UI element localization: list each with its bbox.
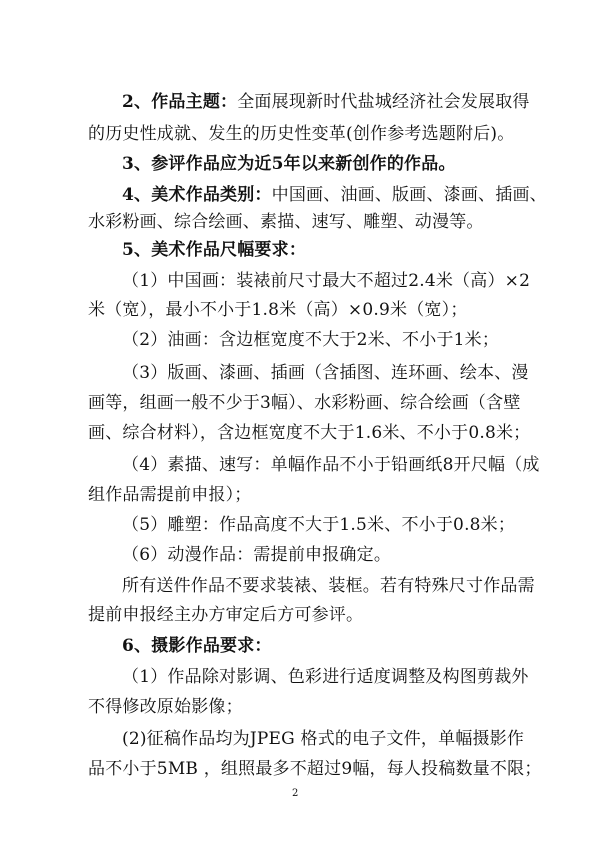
line-text: 中国画、油画、版画、漆画、插画、 xyxy=(271,185,547,205)
line-text: 画等，组画一般不少于3幅）、水彩粉画、综合绘画（含壁 xyxy=(88,393,521,413)
text-line xyxy=(122,185,547,205)
line-text: 全面展现新时代盐城经济社会发展取得 xyxy=(237,92,530,112)
line-text: （5）雕塑：作品高度不大于1.5米、不小于0.8米； xyxy=(122,515,516,535)
text-line xyxy=(122,240,306,260)
line-text: （3）版画、漆画、插画（含插图、连环画、绘本、漫 xyxy=(122,363,529,383)
text-line xyxy=(88,300,468,320)
line-text: 不得修改原始影像； xyxy=(88,697,243,717)
text-line xyxy=(122,92,530,112)
line-text: （1）作品除对影调、色彩进行适度调整及构图剪裁外 xyxy=(122,667,529,687)
line-text: 所有送件作品不要求装裱、装框。若有特殊尺寸作品需 xyxy=(122,576,535,596)
line-bold-part: 5、美术作品尺幅要求： xyxy=(122,240,307,260)
line-text: （6）动漫作品：需提前申报确定。 xyxy=(122,545,392,565)
text-line xyxy=(88,605,363,625)
line-text: 品不小于5MB ，组照最多不超过9幅，每人投稿数量不限； xyxy=(88,759,542,779)
text-line xyxy=(122,667,529,687)
text-line xyxy=(122,330,499,350)
text-line xyxy=(88,423,530,443)
text-line xyxy=(88,485,252,505)
page-number: 2 xyxy=(292,788,299,799)
line-bold-part: 3、参评作品应为近5年以来新创作的作品。 xyxy=(122,154,456,174)
text-line xyxy=(88,124,514,144)
text-line xyxy=(88,212,484,232)
text-line xyxy=(122,271,530,291)
line-text: 的历史性成就、发生的历史性变革(创作参考选题附后)。 xyxy=(88,124,515,144)
line-text: 提前申报经主办方审定后方可参评。 xyxy=(88,605,364,625)
line-bold-part: 6、摄影作品要求： xyxy=(122,636,272,656)
line-text: （2）油画：含边框宽度不大于2米、不小于1米； xyxy=(122,330,500,350)
text-line xyxy=(88,697,243,717)
text-line xyxy=(122,455,540,475)
line-bold-part: 4、美术作品类别： xyxy=(122,185,272,205)
line-text: 水彩粉画、综合绘画、素描、速写、雕塑、动漫等。 xyxy=(88,212,484,232)
text-line xyxy=(122,729,524,749)
text-line xyxy=(122,515,515,535)
text-line xyxy=(88,759,542,779)
text-line xyxy=(88,393,521,413)
text-line xyxy=(122,154,456,174)
text-line xyxy=(122,576,535,596)
text-line xyxy=(122,363,529,383)
line-bold-part: 2、作品主题： xyxy=(122,92,238,112)
line-text: 画、综合材料），含边框宽度不大于1.6米、不小于0.8米； xyxy=(88,423,531,443)
line-text: 米（宽），最小不小于1.8米（高）×0.9米（宽）； xyxy=(88,300,468,320)
line-text: （4）素描、速写：单幅作品不小于铅画纸8开尺幅（成 xyxy=(122,455,540,475)
text-line xyxy=(122,636,272,656)
line-text: (2)征稿作品均为JPEG 格式的电子文件，单幅摄影作 xyxy=(122,729,525,749)
line-text: 组作品需提前申报）； xyxy=(88,485,252,505)
line-text: （1）中国画：装裱前尺寸最大不超过2.4米（高）×2 xyxy=(122,271,531,291)
text-line xyxy=(122,545,391,565)
